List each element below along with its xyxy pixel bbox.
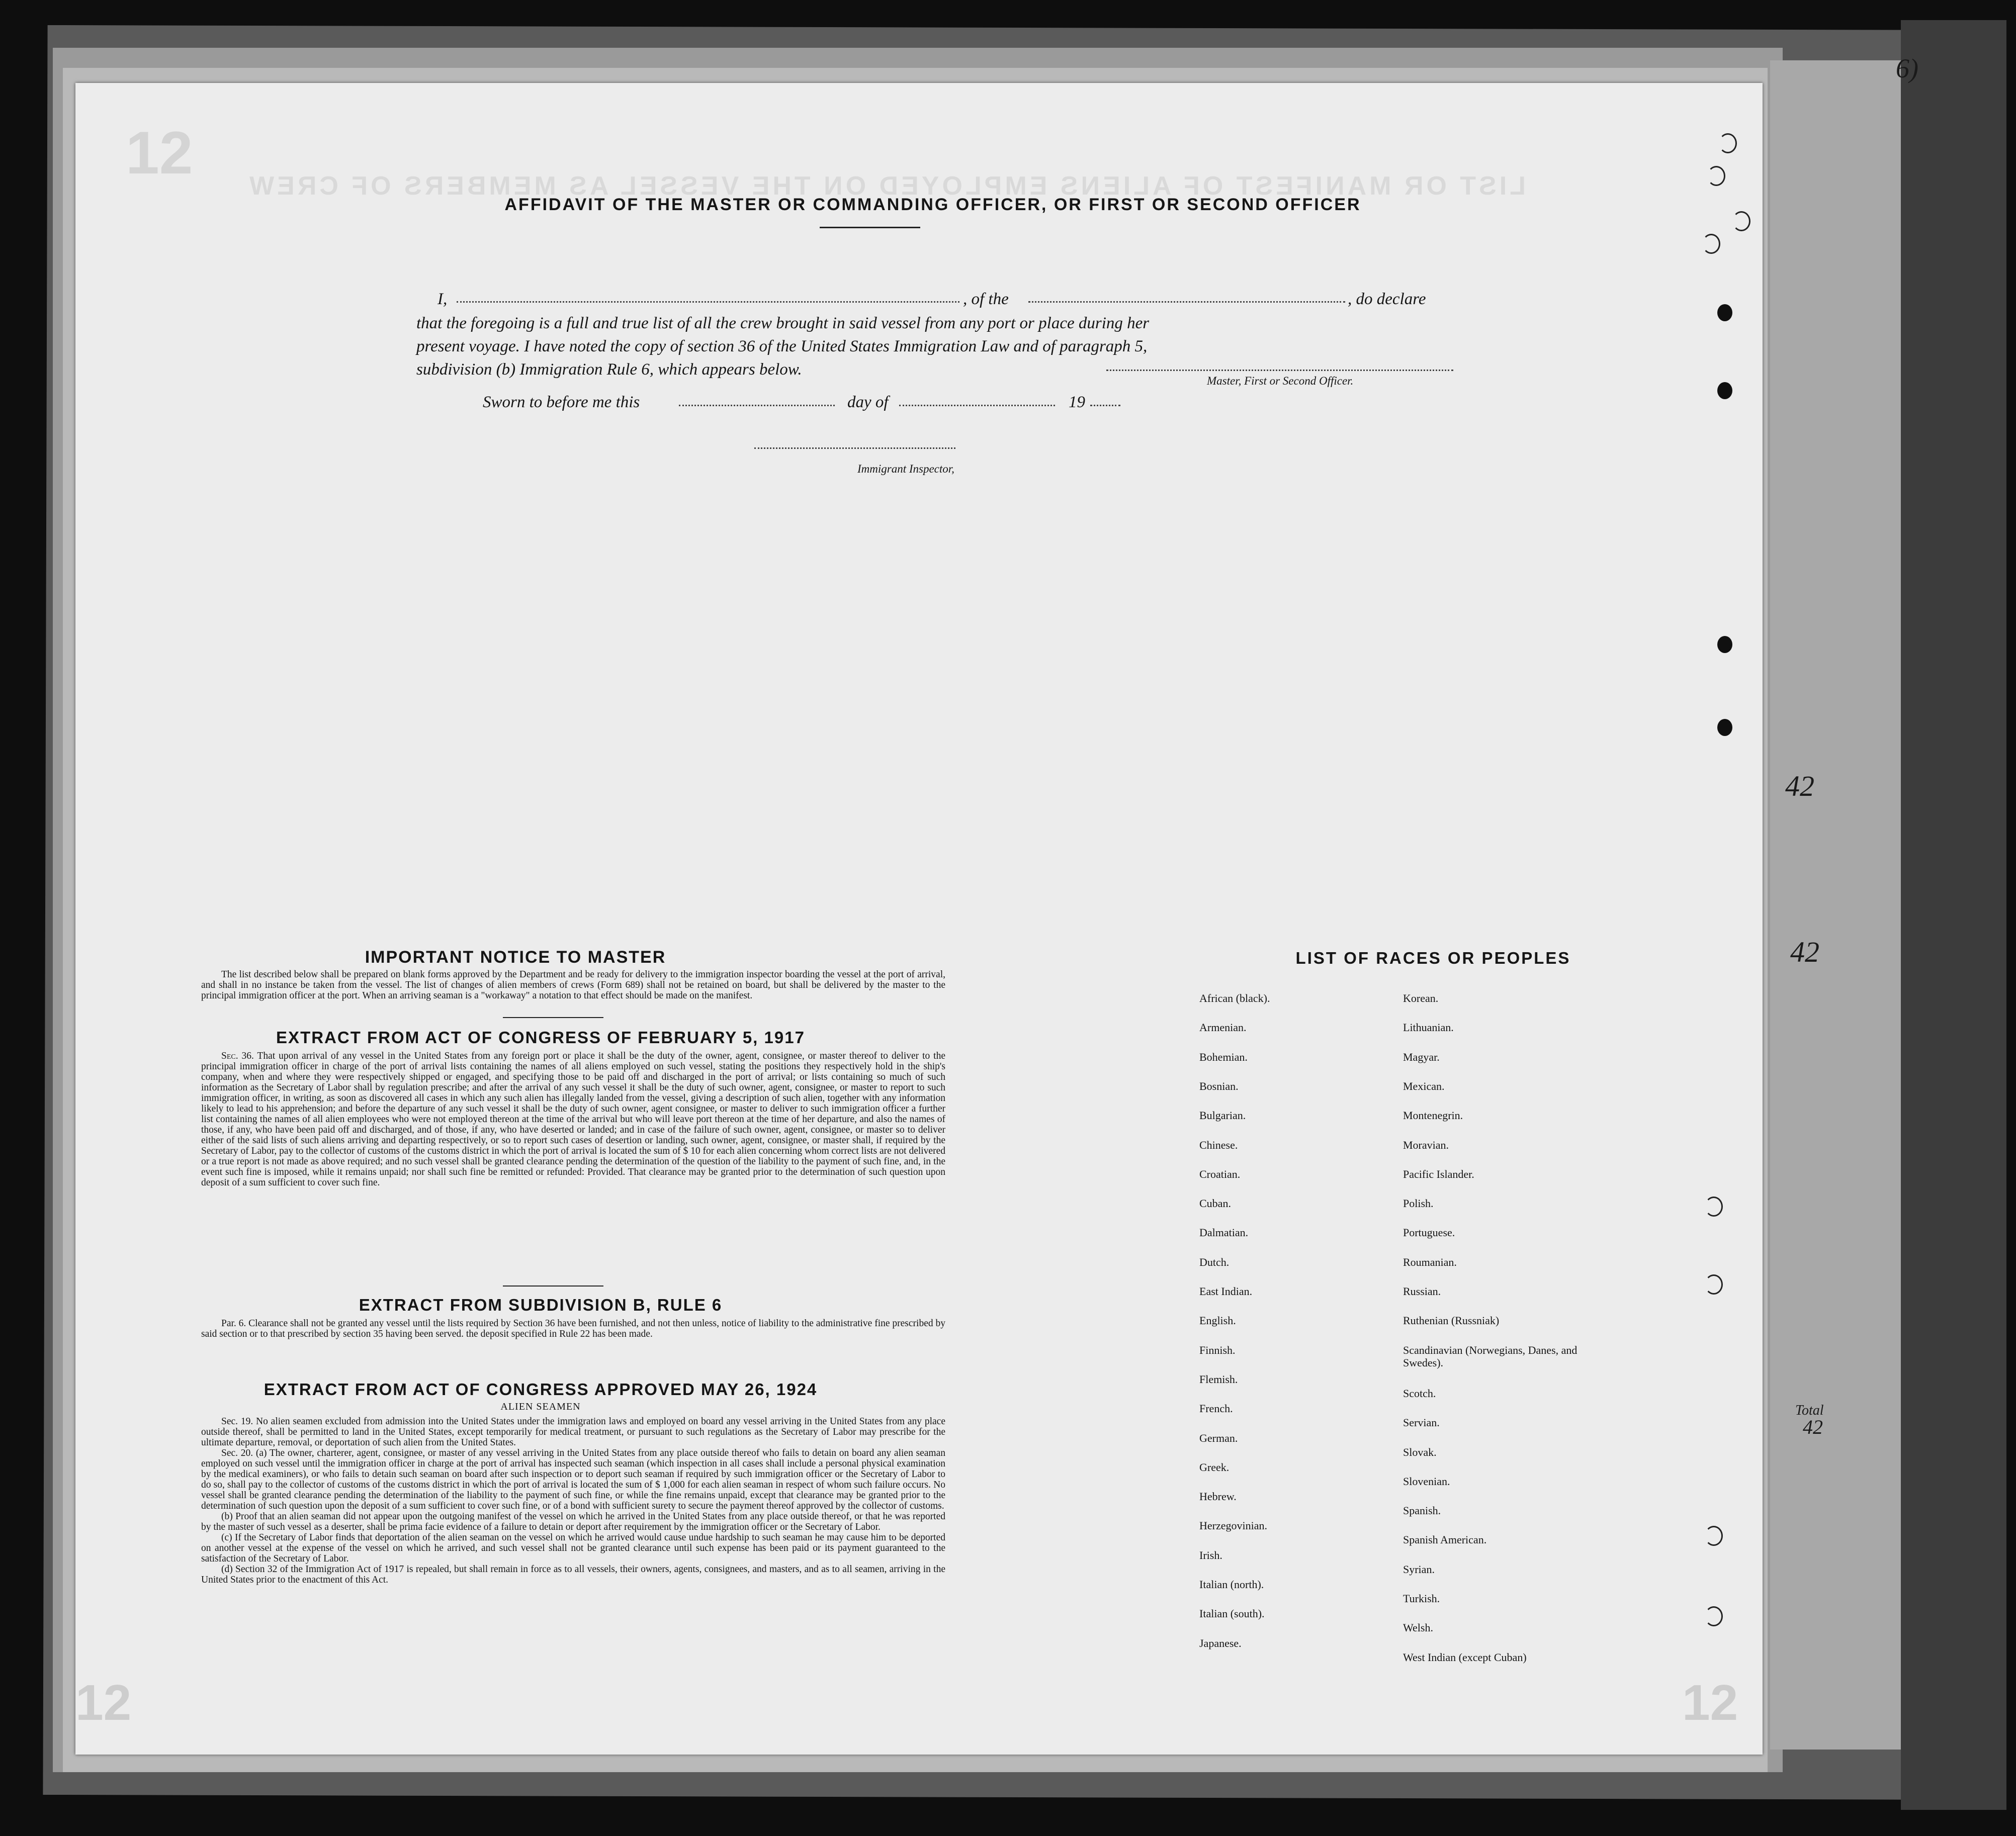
affidavit-line: that the foregoing is a full and true list of all the crew brought in said vessel from any port or place during her [416,314,1150,332]
race-item: Korean. [1403,992,1439,1004]
page-number-bottom-left: 12 [75,1675,132,1731]
race-item: Polish. [1403,1197,1434,1210]
binder-hole [1707,166,1725,186]
affidavit-line: present voyage. I have noted the copy of section 36 of the United States Immigration Law and of paragraph 5, [416,337,1148,355]
bleed-through-heading: LIST OR MANIFEST OF ALIENS EMPLOYED ON THE VESSEL AS MEMBERS OF CREW [246,171,1526,201]
race-item: West Indian (except Cuban) [1403,1650,1527,1664]
race-item: Bohemian. [1199,1050,1248,1063]
race-item: Italian (south). [1199,1607,1265,1620]
race-item: Herzegovinian. [1199,1519,1267,1532]
race-item: Lithuanian. [1403,1021,1454,1034]
sworn-month-field[interactable] [899,405,1055,406]
race-item: Flemish. [1199,1372,1238,1386]
binder-hole [1732,211,1750,231]
section-rule [503,1286,603,1287]
race-item: Moravian. [1403,1138,1449,1151]
inspector-signature-line[interactable] [754,447,955,449]
race-item: Greek. [1199,1460,1230,1474]
sworn-year-field[interactable] [1090,405,1120,406]
race-item: Turkish. [1403,1592,1440,1605]
race-item: German. [1199,1431,1238,1444]
rule6-body: Par. 6. Clearance shall not be granted any vessel until the lists required by Section 36 have been furnished, and not then unless, notice of liability to the administrative fine prescribed by said section or to that prescribed by section 35 having been served. the deposit specified in Rule 22 has been made. [201,1318,945,1339]
binder-hole [1705,1606,1723,1626]
underlying-manifest-strip [1770,60,1901,1750]
race-item: Bulgarian. [1199,1109,1246,1122]
race-item: French. [1199,1402,1233,1415]
notice-body: The list described below shall be prepared on blank forms approved by the Department and be ready for delivery to the immigration inspector boarding the vessel at the port of arrival, and shall in no instance be taken from the vessel. The list of changes of alien members of crews (Form 689) shall not be retained on board, but shall be delivered by the master to the principal immigration officer at the port. When an arriving seaman is a "workaway" a notation to that effect should be made on the manifest. [201,969,945,1001]
title-rule [820,227,920,228]
section-rule [503,1017,603,1018]
master-signature-line[interactable] [1106,370,1453,371]
race-item: Dutch. [1199,1255,1230,1268]
extract-rule6-text [201,1318,945,1339]
sec-19-body: Sec. 19. No alien seamen excluded from admission into the United States under the immigration laws and employed on board any vessel arriving in the United States from any place outside thereof, shall be permitted to land in the United States, except temporarily for medical treatment, or pursuant to such regulations as the Secretary of Labor may prescribe for the ultimate departure, removal, or deportation of such alien from the United States. [201,1416,945,1448]
race-item: African (black). [1199,992,1270,1004]
race-item: Spanish. [1403,1504,1441,1517]
race-item: Japanese. [1199,1636,1242,1649]
extract-1917-text [201,1051,945,1188]
race-item: Slovenian. [1403,1475,1450,1488]
race-item: Chinese. [1199,1138,1238,1151]
sec-36-body: That upon arrival of any vessel in the United States from any foreign port or place it shall be the duty of the owner, agent, consignee, or master thereof to deliver to the principal immigration officer in charge of the port of arrival lists containing the names of all aliens employed on such vessel, stating the positions they respectively hold in the ship's company, when and where they were respectively shipped or engaged, and specifying those to be paid off and discharged in the port of arrival; or lists containing so much of such information as the Secretary of Labor shall by regulation prescribe; and after the arrival of any such vessel it shall be the duty of such owner, agent, consignee, or master to report to such immigration officer, in writing, as soon as discovered all cases in which any such alien has illegally landed from the vessel, giving a description of such alien, together with any information likely to lead to his apprehension; and before the departure of any such vessel it shall be the duty of such owner, agent consignee, or master to deliver to such immigration officer a further list containing the names of all alien employees who were not employed thereon at the time of the arrival but who will leave port thereon at the time of her departure, and also the names of those, if any, who have been paid off and discharged, and of those, if any, who have deserted or landed; and in case of the failure of such owner, agent, consignee, or master so to deliver either of the said lists of such aliens arriving and departing respectively, or so to report such cases of desertion or landing, such owner, agent, consignee, or master shall, if required by the Secretary of Labor, pay to the collector of customs of the customs district in which the port of arrival is located the sum of $ 10 for each alien concerning whom correct lists are not delivered or a true report is not made as above required; and no such vessel shall be granted clearance pending the determination of the question of the liability to the payment of such fine, and, in the event such fine is imposed, while it remains unpaid; nor shall such fine be remitted or refunded: Provided. That clearance may be granted prior to the determination of such question upon deposit of a sum sufficient to cover such fine. [201,1051,945,1188]
race-item: Dalmatian. [1199,1226,1249,1239]
race-item: Scotch. [1403,1387,1436,1400]
binder-hole [1705,1274,1723,1295]
master-name-field[interactable] [457,301,959,303]
affidavit-page [75,83,1763,1755]
tally-mark: 42 [1785,770,1814,802]
sec-36-label: Sec. 36. [221,1051,254,1061]
race-item: English. [1199,1314,1236,1327]
race-item: Slovak. [1403,1445,1437,1458]
affidavit-i-label: I, [437,290,448,308]
corner-mark: 6) [1896,53,1918,83]
total-value: 42 [1803,1416,1823,1438]
extract-1917-title: EXTRACT FROM ACT OF CONGRESS OF FEBRUARY 5, 1917 [276,1028,805,1047]
sworn-label: Sworn to before me this [483,393,640,411]
extract-1924-text [201,1416,945,1585]
notice-title: IMPORTANT NOTICE TO MASTER [365,948,666,967]
binder-hole [1717,719,1732,736]
race-item: Montenegrin. [1403,1109,1463,1122]
page-number-bottom-right: 12 [1682,1675,1738,1731]
race-item: East Indian. [1199,1285,1253,1298]
alien-seamen-subtitle: ALIEN SEAMEN [500,1401,581,1412]
race-item: Scandinavian (Norwegians, Danes, and Swedes). [1403,1343,1577,1369]
sec-20c-body: (c) If the Secretary of Labor finds that deportation of the alien seaman on the vessel on which he arrived would cause undue hardship to such seaman he may cause him to be deported on another vessel at the expense of the vessel on which he arrived, and such vessel shall not be granted clearance until such expense has been paid or its payment guaranteed to the satisfaction of the Secretary of Labor. [201,1532,945,1564]
binder-hole [1717,636,1732,653]
extract-rule6-title: EXTRACT FROM SUBDIVISION B, RULE 6 [359,1296,723,1314]
sworn-day-field[interactable] [679,405,835,406]
race-item: Hebrew. [1199,1490,1237,1503]
sec-20d-body: (d) Section 32 of the Immigration Act of 1917 is repealed, but shall remain in force as to all vessels, their owners, agents, consignees, and masters, and as to all seamen, arriving in the United States prior to the enactment of this Act. [201,1564,945,1585]
race-item: Roumanian. [1403,1255,1457,1268]
race-item: Servian. [1403,1416,1440,1429]
race-item: Croatian. [1199,1167,1241,1180]
race-item: Spanish American. [1403,1533,1487,1546]
races-title: LIST OF RACES OR PEOPLES [1295,949,1571,967]
race-item: Finnish. [1199,1343,1236,1356]
notice-text [201,969,945,1001]
binder-hole [1705,1526,1723,1546]
binder-hole [1717,382,1732,399]
race-item: Portuguese. [1403,1226,1455,1239]
sec-20a-body: Sec. 20. (a) The owner, charterer, agent, consignee, or master of any vessel arriving in the United States from any place outside thereof who fails to detain on board any alien seaman employed on such vessel until the immigration officer in charge at the port of arrival has inspected such seaman (which inspection in all cases shall include a personal physical examination by the medical examiners), or who fails to detain such seaman on board after such inspection or to deport such seaman if required by such immigration officer or the Secretary of Labor to do so, shall pay to the collector of customs of the customs district in which the port of arrival is located the sum of $ 1,000 for each alien seaman in respect of whom such failure occurs. No vessel shall be granted clearance pending the determination of the liability to the payment of such fine, or while the fine remains unpaid, except that clearance may be granted prior to the determination of such question upon the deposit of a sum sufficient to cover such fine, or of a bond with sufficient surety to secure the payment thereof approved by the collector of customs. [201,1448,945,1511]
race-item: Bosnian. [1199,1079,1239,1092]
page-number-top: 12 [126,119,193,187]
race-item: Russian. [1403,1285,1441,1298]
race-item: Italian (north). [1199,1578,1264,1591]
affidavit-line: subdivision (b) Immigration Rule 6, which appears below. [416,360,802,379]
race-item: Magyar. [1403,1050,1440,1063]
vessel-name-field[interactable] [1028,301,1345,303]
binding-edge [1901,20,2006,1810]
race-item: Pacific Islander. [1403,1167,1474,1180]
do-declare-label: , do declare [1348,290,1426,308]
of-the-label: , of the [963,290,1009,308]
day-of-label: day of [847,393,889,411]
year-prefix: 19 [1069,393,1085,411]
inspector-label: Immigrant Inspector, [857,463,954,475]
binder-hole [1719,133,1737,153]
master-signature-label: Master, First or Second Officer. [1207,375,1354,387]
tally-mark: 42 [1790,936,1819,968]
sec-20b-body: (b) Proof that an alien seaman did not appear upon the outgoing manifest of the vessel on which he arrived in the United States from any place outside thereof, or that he was reported by the master of such vessel as a deserter, shall be prima facie evidence of a failure to detain or deport after requirement by the immigration officer or the Secretary of Labor. [201,1511,945,1532]
binder-hole [1705,1197,1723,1217]
affidavit-title: AFFIDAVIT OF THE MASTER OR COMMANDING OFFICER, OR FIRST OR SECOND OFFICER [504,195,1361,214]
race-item: Irish. [1199,1548,1222,1562]
race-item: Armenian. [1199,1021,1247,1034]
race-item: Syrian. [1403,1563,1435,1576]
binder-hole [1717,304,1732,321]
race-item: Mexican. [1403,1079,1445,1092]
total-label: Total [1795,1403,1824,1418]
binder-hole [1702,234,1720,254]
race-item: Welsh. [1403,1621,1433,1634]
race-item: Ruthenian (Russniak) [1403,1314,1500,1327]
race-item: Cuban. [1199,1197,1231,1210]
extract-1924-title: EXTRACT FROM ACT OF CONGRESS APPROVED MAY 26, 1924 [264,1380,818,1399]
